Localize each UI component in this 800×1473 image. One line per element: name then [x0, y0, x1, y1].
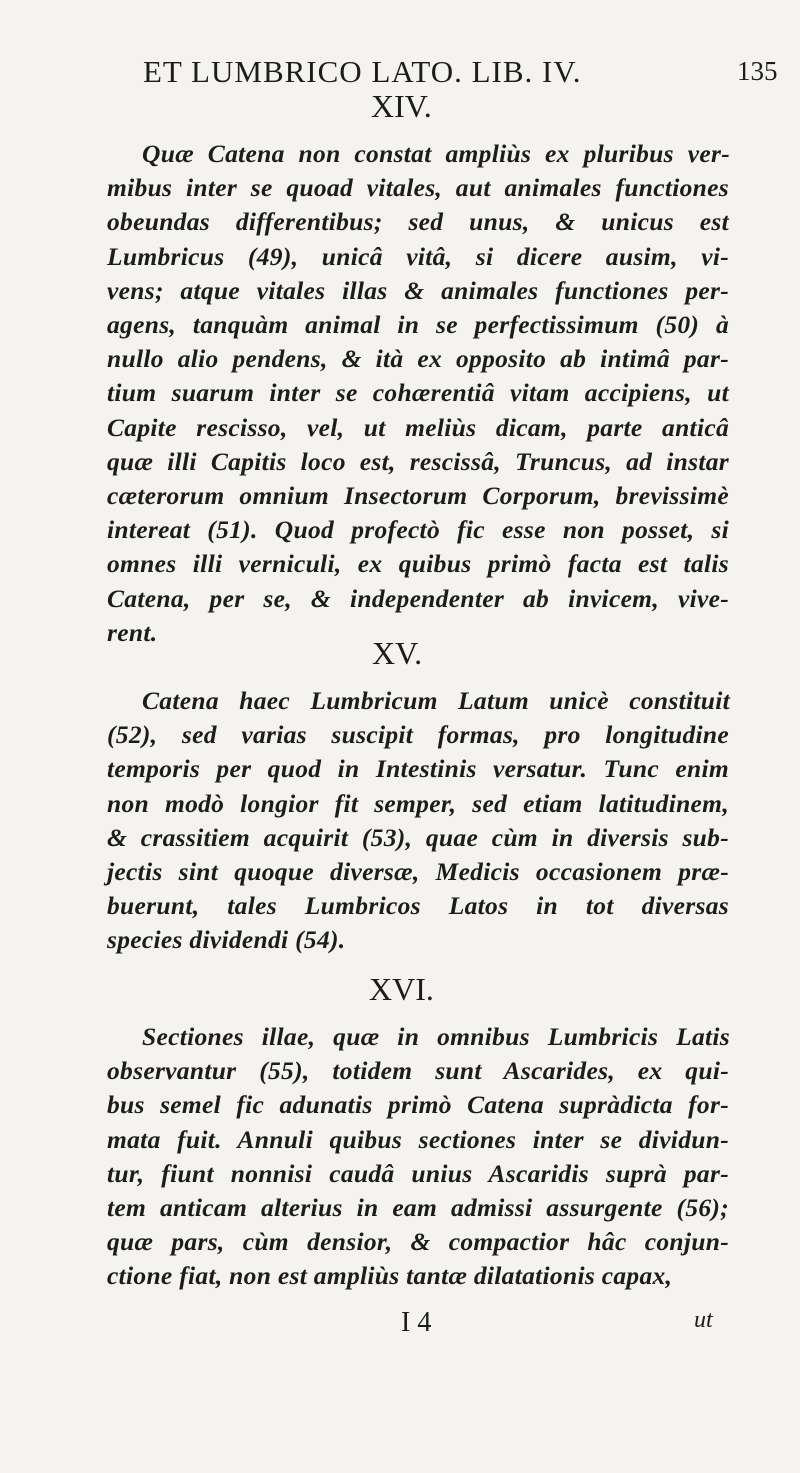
text-line: mibus inter se quoad vitales, aut animales functiones	[107, 173, 729, 203]
text-line: Catena, per se, & independenter ab invicem, vive-	[107, 583, 729, 613]
text-line: non modò longior fit semper, sed etiam latitudinem,	[107, 788, 729, 818]
section-number: XV.	[372, 635, 423, 671]
text-line: intereat (51). Quod profectò fic esse non posset, si	[107, 515, 729, 545]
text-line: Lumbricus (49), unicâ vitâ, si dicere ausim, vi-	[107, 241, 729, 271]
text-line: rent.	[107, 617, 158, 647]
text-line: Capite rescisso, vel, ut meliùs dicam, parte anticâ	[107, 412, 729, 442]
running-head: ET LUMBRICO LATO. LIB. IV.	[143, 54, 582, 89]
text-line: obeundas differentibus; sed unus, & unicus est	[107, 207, 729, 237]
catchword: ut	[694, 1307, 713, 1333]
text-line: tur, fiunt nonnisi caudâ unius Ascaridis suprà par-	[107, 1158, 729, 1188]
text-line: Quæ Catena non constat ampliùs ex pluribus ver-	[142, 139, 730, 168]
text-line: quæ illi Capitis loco est, rescissâ, Truncus, ad instar	[107, 446, 729, 476]
text-line: species dividendi (54).	[107, 925, 346, 955]
text-line: mata fuit. Annuli quibus sectiones inter se dividun-	[107, 1124, 729, 1154]
signature-mark: I 4	[401, 1307, 432, 1338]
text-line: Catena haec Lumbricum Latum unicè constituit	[142, 686, 730, 715]
text-line: Sectiones illae, quæ in omnibus Lumbricis Latis	[142, 1022, 730, 1051]
text-line: observantur (55), totidem sunt Ascarides, ex qui-	[107, 1056, 729, 1086]
text-line: tem anticam alterius in eam admissi assurgente (56);	[107, 1193, 729, 1222]
text-line: tium suarum inter se cohærentiâ vitam accipiens, ut	[107, 378, 729, 408]
section-number: XVI.	[369, 971, 434, 1007]
text-line: (52), sed varias suscipit formas, pro longitudine	[107, 720, 729, 750]
text-line: ctione fiat, non est ampliùs tantæ dilatationis capax,	[107, 1261, 673, 1291]
text-line: nullo alio pendens, & ità ex opposito ab intimâ par-	[107, 344, 729, 374]
section-number: XIV.	[371, 88, 432, 124]
page-number: 135	[737, 56, 778, 86]
text-line: jectis sint quoque diversæ, Medicis occasionem præ-	[107, 857, 729, 886]
text-line: omnes illi verniculi, ex quibus primò facta est talis	[107, 549, 729, 579]
text-line: bus semel fic adunatis primò Catena supràdicta for-	[107, 1090, 729, 1120]
text-line: & crassitiem acquirit (53), quae cùm in diversis sub-	[107, 822, 729, 852]
text-line: agens, tanquàm animal in se perfectissimum (50) à	[107, 310, 729, 339]
text-line: temporis per quod in Intestinis versatur. Tunc enim	[107, 754, 729, 784]
text-line: quæ pars, cùm densior, & compactior hâc conjun-	[107, 1227, 729, 1257]
text-line: cæterorum omnium Insectorum Corporum, brevissimè	[107, 481, 729, 510]
text-line: buerunt, tales Lumbricos Latos in tot diversas	[107, 891, 729, 921]
text-line: vens; atque vitales illas & animales functiones per-	[107, 275, 729, 305]
